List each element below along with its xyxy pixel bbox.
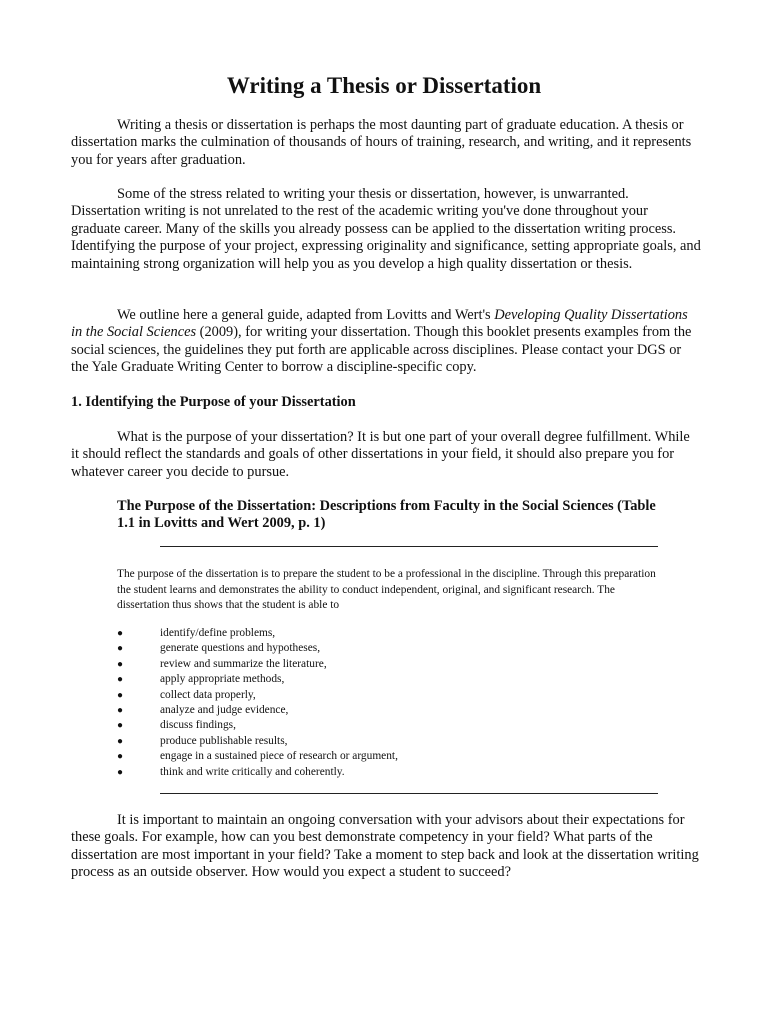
bullet-icon: ● bbox=[117, 735, 124, 747]
table-intro: The purpose of the dissertation is to prepare the student to be a professional in the discipline. Through this preparation the student learns and demonstrates the ability to conduct independent, original, and significant research. The dissertation thus shows that the student is able to bbox=[117, 568, 656, 611]
list-item-text: generate questions and hypotheses, bbox=[160, 642, 321, 655]
list-item-text: collect data properly, bbox=[160, 688, 256, 701]
list-item-text: apply appropriate methods, bbox=[160, 673, 285, 686]
guide-text-after: (2009), for writing your dissertation. Though this booklet presents examples from the social sciences, the guidelines they put forth are applicable across disciplines. Please contact your DGS or the Yale Graduate Writing Center to borrow a discipline-specific copy. bbox=[71, 324, 692, 376]
bullet-icon: ● bbox=[117, 643, 124, 655]
bullet-icon: ● bbox=[117, 658, 124, 670]
list-item-text: identify/define problems, bbox=[160, 627, 276, 639]
list-item bbox=[117, 688, 637, 703]
list-item-text: engage in a sustained piece of research or argument, bbox=[160, 750, 398, 763]
list-item bbox=[117, 657, 637, 672]
list-item bbox=[117, 765, 637, 780]
page-title: Writing a Thesis or Dissertation bbox=[226, 73, 542, 98]
table-bottom-rule bbox=[160, 793, 658, 794]
closing-paragraph: It is important to maintain an ongoing conversation with your advisors about their expectations for these goals. For example, how can you best demonstrate competency in your field? What parts of the dissertation are most important in your field? Take a moment to step back and look at the dissertation writing process as an outside observer. How would you expect a student to succeed? bbox=[71, 812, 699, 881]
purpose-list bbox=[117, 626, 637, 780]
list-item bbox=[117, 626, 637, 641]
list-item bbox=[117, 718, 637, 733]
list-item bbox=[117, 703, 637, 718]
bullet-icon: ● bbox=[117, 720, 124, 732]
bullet-icon: ● bbox=[117, 689, 124, 701]
list-item-text: discuss findings, bbox=[160, 719, 236, 732]
list-item bbox=[117, 734, 637, 749]
section-1-heading: 1. Identifying the Purpose of your Dissertation bbox=[71, 394, 356, 410]
guide-text-before: We outline here a general guide, adapted from Lovitts and Wert's bbox=[117, 307, 495, 323]
bullet-icon: ● bbox=[117, 674, 124, 686]
list-item-text: produce publishable results, bbox=[160, 734, 288, 747]
list-item bbox=[117, 749, 637, 764]
table-top-rule bbox=[160, 546, 658, 547]
intro-paragraph: Writing a thesis or dissertation is perhaps the most daunting part of graduate education. A thesis or dissertation marks the culmination of thousands of hours of training, research, and writing, and it represents you for years after graduation. bbox=[71, 117, 692, 168]
list-item-text: analyze and judge evidence, bbox=[160, 703, 289, 716]
stress-paragraph: Some of the stress related to writing your thesis or dissertation, however, is unwarranted. Dissertation writing is not unrelated to the rest of the academic writing you've done throughout your graduate career. Many of the skills you already possess can be applied to the dissertation writing process. Identifying the purpose of your project, expressing originality and significance, setting appropriate goals, and maintaining strong organization will help you as you develop a high quality dissertation or thesis. bbox=[71, 186, 701, 272]
guide-paragraph bbox=[71, 307, 701, 377]
bullet-icon: ● bbox=[117, 704, 124, 716]
bullet-icon: ● bbox=[117, 628, 124, 639]
list-item bbox=[117, 672, 637, 687]
list-item-text: review and summarize the literature, bbox=[160, 657, 327, 670]
bullet-icon: ● bbox=[117, 751, 124, 763]
list-item-text: think and write critically and coherently. bbox=[160, 765, 345, 778]
table-heading: The Purpose of the Dissertation: Descriptions from Faculty in the Social Sciences (Table 1.1 in Lovitts and Wert 2009, p. 1) bbox=[117, 498, 656, 532]
list-item bbox=[117, 641, 637, 656]
section-1-paragraph: What is the purpose of your dissertation? It is but one part of your overall degree fulfillment. While it should reflect the standards and goals of other dissertations in your field, it should also prepare you for whatever career you decide to pursue. bbox=[71, 429, 690, 480]
book-title: Developing Quality Dissertations in the Social Sciences bbox=[71, 307, 688, 341]
bullet-icon: ● bbox=[117, 766, 124, 778]
